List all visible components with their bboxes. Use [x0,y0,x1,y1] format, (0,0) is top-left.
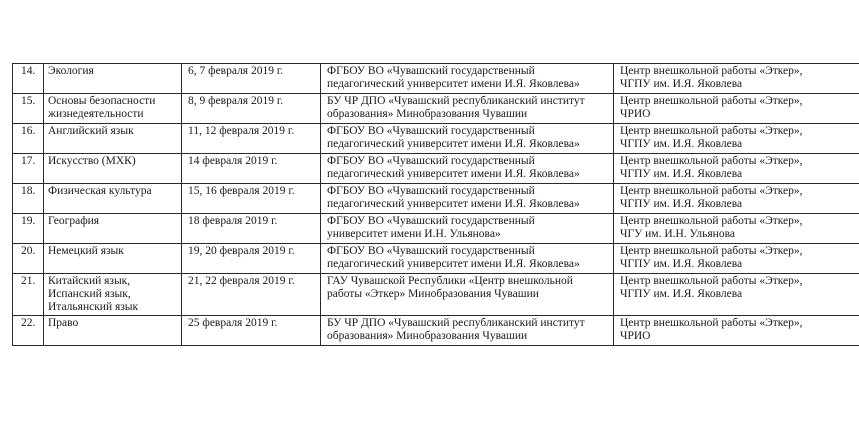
dates-cell: 15, 16 февраля 2019 г. [182,184,321,214]
organizer-cell [614,124,859,154]
organizer-cell [614,94,859,124]
venue-line: БУ ЧР ДПО «Чувашский республиканский институт [327,317,585,329]
row-number: 22. [13,316,44,346]
venue-cell [321,94,614,124]
subject-cell [44,316,182,346]
organizer-line: ЧГУ им. И.Н. Ульянова [620,228,735,240]
row-number: 21. [13,274,44,316]
organizer-line: ЧГПУ им. И.Я. Яковлева [620,198,743,210]
venue-line: ФГБОУ ВО «Чувашский государственный [327,65,535,77]
subject-line: Искусство (МХК) [48,155,136,167]
row-number: 17. [13,154,44,184]
venue-line: ФГБОУ ВО «Чувашский государственный [327,215,535,227]
subject-line: Китайский язык, [48,275,131,287]
organizer-line: ЧГПУ им. И.Я. Яковлева [620,258,743,270]
venue-cell [321,124,614,154]
row-number: 14. [13,64,44,94]
table-row [13,244,859,274]
venue-line: ФГБОУ ВО «Чувашский государственный [327,155,535,167]
table-row [13,94,859,124]
dates-cell: 25 февраля 2019 г. [182,316,321,346]
venue-cell [321,316,614,346]
subject-cell [44,94,182,124]
organizer-line: ЧГПУ им. И.Я. Яковлева [620,138,743,150]
venue-line: образования» Минобразования Чувашии [327,108,528,120]
venue-cell [321,214,614,244]
subject-line: Немецкий язык [48,245,124,257]
venue-line: педагогический университет имени И.Я. Яковлева» [327,168,580,180]
row-number: 20. [13,244,44,274]
row-number: 16. [13,124,44,154]
venue-line: педагогический университет имени И.Я. Яковлева» [327,198,580,210]
organizer-line: Центр внешкольной работы «Эткер», [620,245,803,257]
table-row [13,124,859,154]
table-row [13,274,859,316]
venue-line: работы «Эткер» Минобразования Чувашии [327,288,539,300]
dates-cell: 19, 20 февраля 2019 г. [182,244,321,274]
organizer-line: Центр внешкольной работы «Эткер», [620,95,803,107]
organizer-line: ЧГПУ им. И.Я. Яковлева [620,288,743,300]
subject-line: География [48,215,100,227]
venue-line: ФГБОУ ВО «Чувашский государственный [327,125,535,137]
table-row [13,214,859,244]
venue-cell [321,154,614,184]
subject-line: Основы безопасности [48,95,156,107]
table-row [13,316,859,346]
row-number: 15. [13,94,44,124]
subject-line: Экология [48,65,94,77]
venue-cell [321,244,614,274]
organizer-cell [614,316,859,346]
organizer-cell [614,154,859,184]
venue-line: образования» Минобразования Чувашии [327,330,528,342]
organizer-line: ЧГПУ им. И.Я. Яковлева [620,168,743,180]
subject-line: Английский язык [48,125,134,137]
organizer-line: Центр внешкольной работы «Эткер», [620,185,803,197]
venue-line: БУ ЧР ДПО «Чувашский республиканский институт [327,95,585,107]
venue-cell [321,274,614,316]
organizer-cell [614,64,859,94]
venue-line: педагогический университет имени И.Я. Яковлева» [327,138,580,150]
dates-cell: 6, 7 февраля 2019 г. [182,64,321,94]
subject-line: жизнедеятельности [48,108,144,120]
venue-line: педагогический университет имени И.Я. Яковлева» [327,78,580,90]
organizer-line: Центр внешкольной работы «Эткер», [620,155,803,167]
subject-line: Физическая культура [48,185,152,197]
subject-line: Испанский язык, [48,288,131,300]
subject-line: Право [48,317,79,329]
organizer-line: ЧГПУ им. И.Я. Яковлева [620,78,743,90]
venue-line: университет имени И.Н. Ульянова» [327,228,501,240]
organizer-line: Центр внешкольной работы «Эткер», [620,275,803,287]
organizer-cell [614,214,859,244]
table-row [13,154,859,184]
organizer-cell [614,244,859,274]
subject-cell [44,214,182,244]
table-row [13,64,859,94]
row-number: 18. [13,184,44,214]
venue-line: ГАУ Чувашской Республики «Центр внешкольной [327,275,573,287]
organizer-line: Центр внешкольной работы «Эткер», [620,125,803,137]
subject-cell [44,274,182,316]
dates-cell: 11, 12 февраля 2019 г. [182,124,321,154]
dates-cell: 8, 9 февраля 2019 г. [182,94,321,124]
organizer-line: ЧРИО [620,330,651,342]
table-row [13,184,859,214]
organizer-cell [614,184,859,214]
subject-cell [44,154,182,184]
organizer-line: Центр внешкольной работы «Эткер», [620,317,803,329]
organizer-line: Центр внешкольной работы «Эткер», [620,215,803,227]
subject-line: Итальянский язык [48,301,139,313]
dates-cell: 18 февраля 2019 г. [182,214,321,244]
venue-line: педагогический университет имени И.Я. Яковлева» [327,258,580,270]
row-number: 19. [13,214,44,244]
venue-cell [321,64,614,94]
dates-cell: 21, 22 февраля 2019 г. [182,274,321,316]
subject-cell [44,244,182,274]
subject-cell [44,184,182,214]
venue-line: ФГБОУ ВО «Чувашский государственный [327,185,535,197]
subject-cell [44,64,182,94]
venue-cell [321,184,614,214]
organizer-line: Центр внешкольной работы «Эткер», [620,65,803,77]
organizer-cell [614,274,859,316]
organizer-line: ЧРИО [620,108,651,120]
dates-cell: 14 февраля 2019 г. [182,154,321,184]
venue-line: ФГБОУ ВО «Чувашский государственный [327,245,535,257]
olympiad-schedule-table [12,63,859,346]
subject-cell [44,124,182,154]
